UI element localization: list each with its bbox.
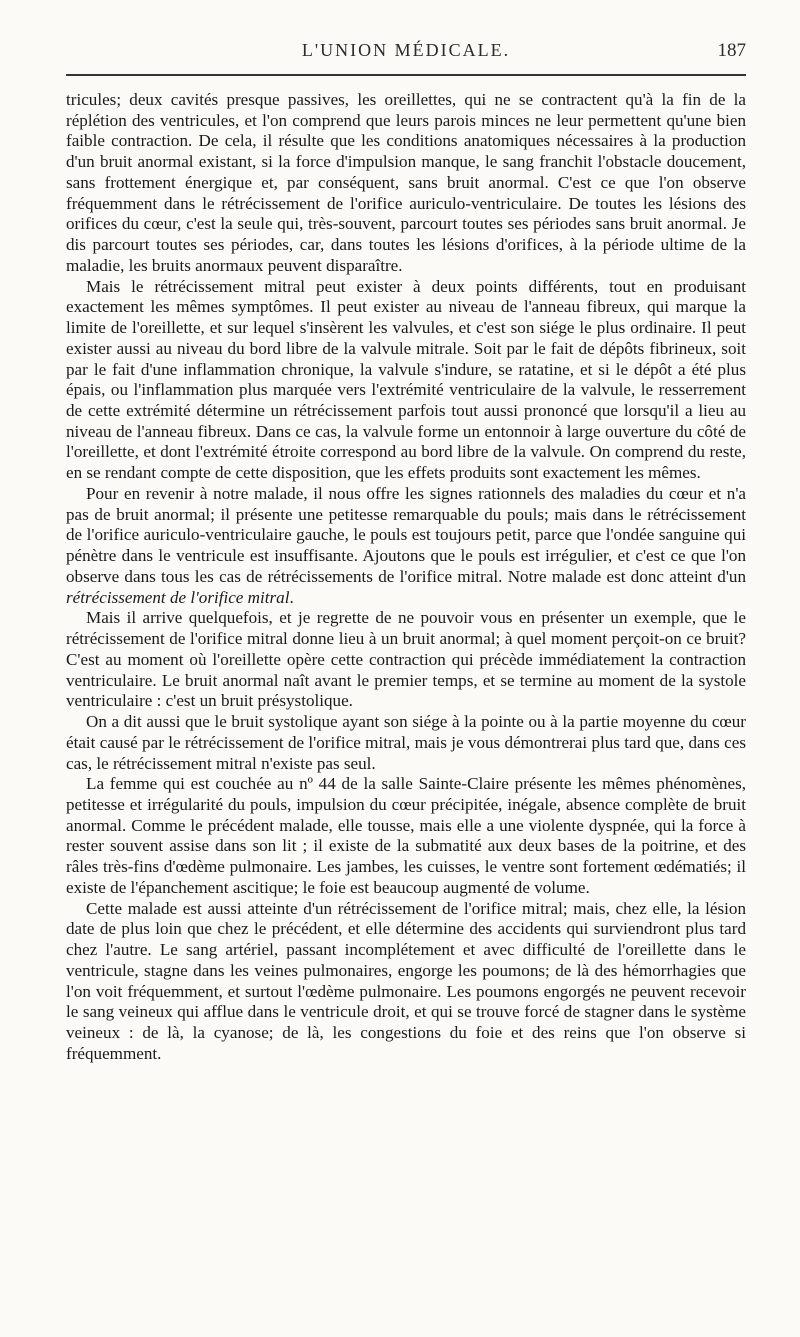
running-title: L'UNION MÉDICALE.: [301, 40, 511, 60]
paragraph: tricules; deux cavités presque passives, les oreillettes, qui ne se contractent qu'à la fin de la réplétion des ventricules, et l'on comprend que leurs parois minces ne leur permettent qu'une bien faible contraction. De cela, il résulte que les conditions anatomiques nécessaires à la production d'un bruit anormal existant, si la force d'impulsion manque, le sang franchit l'obstacle doucement, sans frottement énergique et, par conséquent, sans bruit anormal. C'est ce que l'on observe fréquemment dans le rétrécissement de l'orifice auriculo-ventriculaire. De toutes les lésions des orifices du cœur, c'est la seule qui, très-souvent, parcourt toutes ses périodes sans bruit anormal. Je dis parcourt toutes ses périodes, car, dans toutes les lésions d'orifices, à la période ultime de la maladie, les bruits anormaux peuvent disparaître.: [66, 90, 746, 275]
paragraph: Mais il arrive quelquefois, et je regrette de ne pouvoir vous en présenter un exemple, que le rétrécissement de l'orifice mitral donne lieu à un bruit anormal; à quel moment perçoit-on ce bruit? C'est au moment où l'oreillette opère cette contraction qui précède immédiatement la contraction ventriculaire. Le bruit anormal naît avant le premier temps, et se termine au moment de la systole ventriculaire : c'est un bruit présystolique.: [66, 608, 746, 711]
paragraph: On a dit aussi que le bruit systolique ayant son siége à la pointe ou à la partie moyenne du cœur était causé par le rétrécissement de l'orifice mitral, mais je vous démontrerai plus tard que, dans ces cas, le rétrécissement mitral n'existe pas seul.: [66, 712, 746, 773]
article-body: [66, 90, 746, 1065]
italic-phrase: rétrécissement de l'orifice mitral: [66, 587, 290, 607]
paragraph: Mais le rétrécissement mitral peut exister à deux points différents, tout en produisant exactement les mêmes symptômes. Il peut exister au niveau de l'anneau fibreux, qui marque la limite de l'oreillette, et sur lequel s'insèrent les valvules, et c'est son siége le plus ordinaire. Il peut exister aussi au niveau du bord libre de la valvule mitrale. Soit par le fait de dépôts fibrineux, soit par le fait d'une inflammation chronique, la valvule s'indure, se ratatine, et si le dépôt a été plus épais, ou l'inflammation plus marquée vers l'extrémité ventriculaire de la valvule, le resserrement de cette extrémité détermine un rétrécissement parfois tout aussi prononcé que lorsqu'il a lieu au niveau de l'anneau fibreux. Dans ce cas, la valvule forme un entonnoir à large ouverture du côté de l'oreillette, et dont l'extrémité étroite correspond au bord libre de la valvule. On comprend du reste, en se rendant compte de cette disposition, que les effets produits sont exactement les mêmes.: [66, 276, 746, 483]
header-rule: [66, 74, 746, 76]
paragraph: [66, 484, 746, 608]
paragraph: Cette malade est aussi atteinte d'un rétrécissement de l'orifice mitral; mais, chez elle, la lésion date de plus loin que chez le précédent, et elle détermine des accidents qui surviendront plus tard chez l'autre. Le sang artériel, passant incomplétement et avec difficulté de l'oreillette dans le ventricule, stagne dans les veines pulmonaires, engorge les poumons; de là des hémorrhagies que l'on voit fréquemment, et surtout l'œdème pulmonaire. Les poumons engorgés ne peuvent recevoir le sang veineux qui afflue dans le ventricule droit, et qui se trouve forcé de stagner dans le système veineux : de là, la cyanose; de là, les congestions du foie et des reins que l'on observe si fréquemment.: [66, 898, 746, 1063]
paragraph: La femme qui est couchée au nº 44 de la salle Sainte-Claire présente les mêmes phénomènes, petitesse et irrégularité du pouls, impulsion du cœur précipitée, inégale, absence complète de bruit anormal. Comme le précédent malade, elle tousse, mais elle a une violente dyspnée, qui la force à rester souvent assise dans son lit ; il existe de la submatité aux deux bases de la poitrine, et des râles très-fins d'œdème pulmonaire. Les jambes, les cuisses, le ventre sont fortement œdématiés; il existe de l'épanchement ascitique; le foie est beaucoup augmenté de volume.: [66, 774, 746, 897]
paragraph-tail: .: [289, 587, 294, 607]
page-header: [66, 40, 746, 76]
page-number: 187: [717, 40, 746, 61]
paragraph-text: Pour en revenir à notre malade, il nous offre les signes rationnels des maladies du cœur et n'a pas de bruit anormal; il présente une petitesse remarquable du pouls; mais dans le rétrécissement de l'orifice auriculo-ventriculaire gauche, le pouls est toujours petit, parce que l'ondée sanguine qui pénètre dans le ventricule est insuffisante. Ajoutons que le pouls est irrégulier, et c'est ce que l'on observe dans tous les cas de rétrécissements de l'orifice mitral. Notre malade est donc atteint d'un: [66, 483, 746, 586]
